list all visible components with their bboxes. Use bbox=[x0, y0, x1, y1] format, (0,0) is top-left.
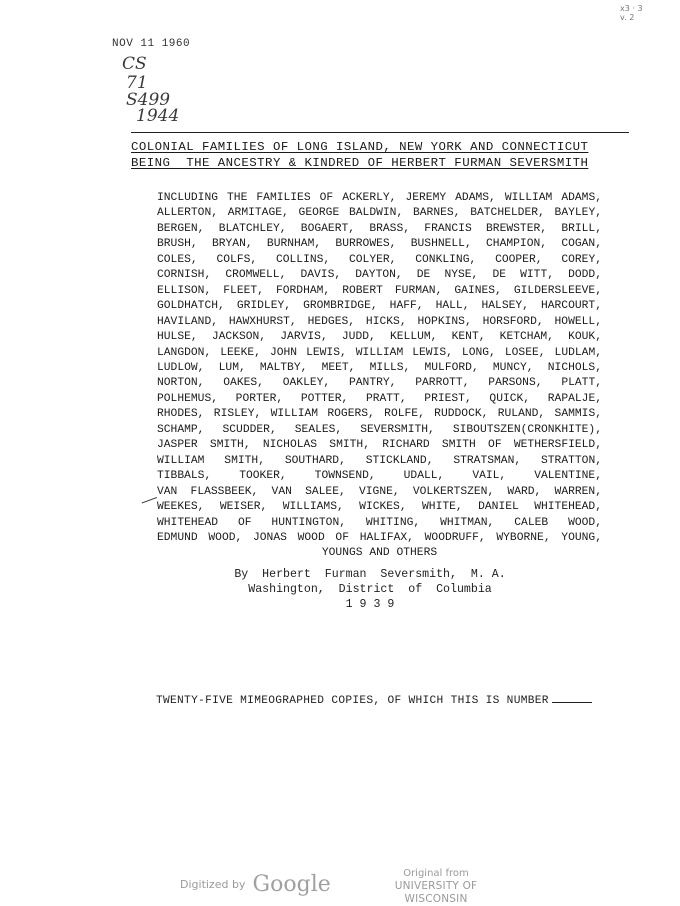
copies-note-text: TWENTY-FIVE MIMEOGRAPHED COPIES, OF WHICH THIS IS NUMBER bbox=[156, 695, 549, 707]
title-rule bbox=[131, 132, 629, 133]
family-list-line: GOLDHATCH, GRIDLEY, GROMBRIDGE, HAFF, HALL, HALSEY, HARCOURT, bbox=[157, 300, 602, 313]
family-list-line: EDMUND WOOD, JONAS WOOD OF HALIFAX, WOODRUFF, WYBORNE, YOUNG, bbox=[157, 531, 602, 544]
author-line: By Herbert Furman Seversmith, M. A. bbox=[234, 568, 506, 581]
library-date-stamp: NOV 11 1960 bbox=[112, 38, 191, 50]
call-number-line: CS bbox=[122, 54, 147, 74]
title-line-1: COLONIAL FAMILIES OF LONG ISLAND, NEW YORK AND CONNECTICUT bbox=[131, 140, 589, 154]
year-line: 1 9 3 9 bbox=[345, 598, 395, 611]
original-from-label: Original from bbox=[403, 868, 469, 879]
family-list-line: NORTON, OAKES, OAKLEY, PANTRY, PARROTT, PARSONS, PLATT, bbox=[157, 377, 602, 390]
margin-pencil-mark bbox=[139, 490, 157, 504]
family-list-line: VAN FLASSBEEK, VAN SALEE, VIGNE, VOLKERTSZEN, WARD, WARREN, bbox=[157, 485, 602, 498]
copies-note bbox=[156, 695, 592, 707]
family-list-line: LANGDON, LEEKE, JOHN LEWIS, WILLIAM LEWIS, LONG, LOSEE, LUDLAM, bbox=[157, 346, 602, 359]
call-number-line: 1944 bbox=[136, 106, 180, 126]
family-list-line: BERGEN, BLATCHLEY, BOGAERT, BRASS, FRANCIS BREWSTER, BRILL, bbox=[157, 222, 602, 235]
family-list-line: TIBBALS, TOOKER, TOWNSEND, UDALL, VAIL, VALENTINE, bbox=[157, 470, 602, 483]
call-number-line: 71 bbox=[126, 73, 148, 93]
digitized-prefix: Digitized by bbox=[180, 878, 246, 891]
byline bbox=[170, 567, 570, 612]
family-list-line: CORNISH, CROMWELL, DAVIS, DAYTON, DE NYSE, DE WITT, DODD, bbox=[157, 269, 602, 282]
family-list-line: HAVILAND, HAWXHURST, HEDGES, HICKS, HOPKINS, HORSFORD, HOWELL, bbox=[157, 315, 602, 328]
family-list bbox=[157, 191, 602, 562]
original-source-name: UNIVERSITY OF WISCONSIN bbox=[394, 880, 478, 905]
family-list-line: ELLISON, FLEET, FORDHAM, ROBERT FURMAN, GAINES, GILDERSLEEVE, bbox=[157, 284, 602, 297]
family-list-line: INCLUDING THE FAMILIES OF ACKERLY, JEREMY ADAMS, WILLIAM ADAMS, bbox=[157, 192, 602, 204]
family-list-line: LUDLOW, LUM, MALTBY, MEET, MILLS, MULFORD, MUNCY, NICHOLS, bbox=[157, 361, 602, 374]
digitized-by-watermark bbox=[180, 872, 331, 897]
family-list-line: BRUSH, BRYAN, BURNHAM, BURROWES, BUSHNELL, CHAMPION, COGAN, bbox=[157, 238, 602, 251]
corner-pencil-note bbox=[620, 4, 643, 22]
original-source-watermark bbox=[368, 867, 504, 906]
family-list-line: ALLERTON, ARMITAGE, GEORGE BALDWIN, BARNES, BATCHELDER, BAYLEY, bbox=[157, 207, 602, 220]
family-list-line: RHODES, RISLEY, WILLIAM ROGERS, ROLFE, RUDDOCK, RULAND, SAMMIS, bbox=[157, 408, 602, 421]
title-line-2: BEING THE ANCESTRY & KINDRED OF HERBERT FURMAN SEVERSMITH bbox=[131, 156, 589, 170]
family-list-line: COLES, COLFS, COLLINS, COLYER, CONKLING, COOPER, COREY, bbox=[157, 253, 602, 266]
corner-note-line: v. 2 bbox=[620, 13, 635, 22]
family-list-line: JASPER SMITH, NICHOLAS SMITH, RICHARD SMITH OF WETHERSFIELD, bbox=[157, 439, 602, 452]
place-line: Washington, District of Columbia bbox=[248, 583, 492, 596]
google-logo: Google bbox=[252, 872, 331, 897]
corner-note-line: x3 · 3 bbox=[620, 4, 643, 13]
family-list-line: WILLIAM SMITH, SOUTHARD, STICKLAND, STRATSMAN, STRATTON, bbox=[157, 454, 602, 467]
call-number-line: S499 bbox=[126, 90, 171, 110]
copy-number-blank bbox=[552, 702, 592, 703]
family-list-line: YOUNGS AND OTHERS bbox=[321, 547, 438, 560]
family-list-line: HULSE, JACKSON, JARVIS, JUDD, KELLUM, KENT, KETCHAM, KOUK, bbox=[157, 331, 602, 344]
family-list-line: POLHEMUS, PORTER, POTTER, PRATT, PRIEST, QUICK, RAPALJE, bbox=[157, 392, 602, 405]
family-list-line: WEEKES, WEISER, WILLIAMS, WICKES, WHITE, DANIEL WHITEHEAD, bbox=[157, 501, 602, 514]
family-list-line: SCHAMP, SCUDDER, SEALES, SEVERSMITH, SIBOUTSZEN(CRONKHITE), bbox=[157, 423, 602, 436]
family-list-line: WHITEHEAD OF HUNTINGTON, WHITING, WHITMAN, CALEB WOOD, bbox=[157, 516, 602, 529]
